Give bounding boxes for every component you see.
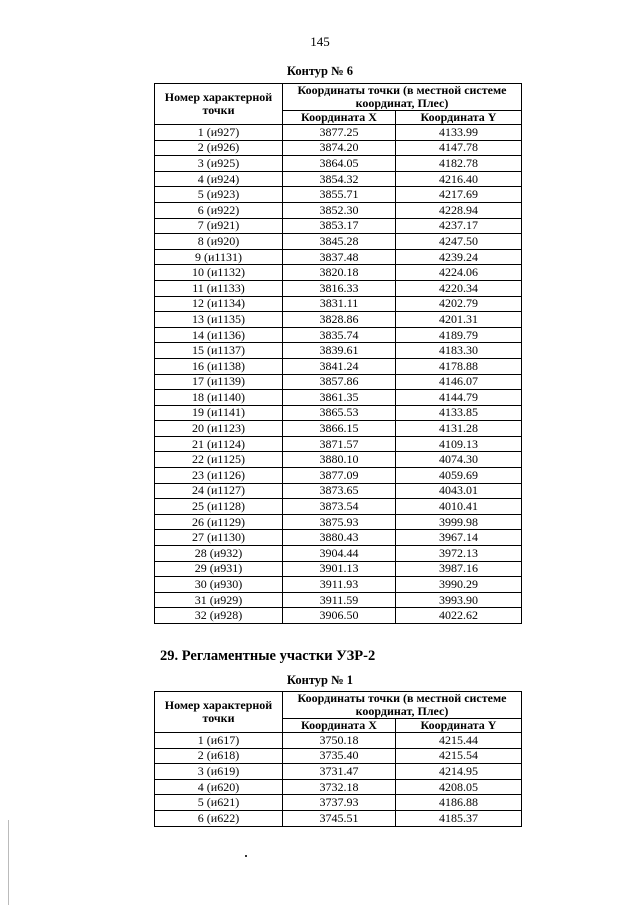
table-row (155, 561, 522, 577)
scan-margin-line (8, 820, 9, 905)
y-coordinate-cell: 4201.31 (396, 312, 522, 328)
point-number-cell: 15 (и1137) (155, 343, 283, 359)
y-coordinate-cell: 3987.16 (396, 561, 522, 577)
y-coordinate-cell: 4214.95 (396, 764, 522, 780)
table-row (155, 125, 522, 141)
y-coordinate-cell: 4022.62 (396, 608, 522, 624)
table-body (155, 733, 522, 827)
x-coordinate-cell: 3820.18 (283, 265, 396, 281)
x-coordinate-cell: 3853.17 (283, 218, 396, 234)
table-row (155, 265, 522, 281)
y-coordinate-cell: 4208.05 (396, 779, 522, 795)
table-row (155, 608, 522, 624)
y-coordinate-cell: 4059.69 (396, 468, 522, 484)
table-row (155, 795, 522, 811)
y-coordinate-cell: 3972.13 (396, 546, 522, 562)
x-coordinate-cell: 3871.57 (283, 436, 396, 452)
x-coordinate-cell: 3861.35 (283, 390, 396, 406)
point-number-cell: 5 (и621) (155, 795, 283, 811)
x-coordinate-cell: 3841.24 (283, 358, 396, 374)
x-coordinate-cell: 3874.20 (283, 140, 396, 156)
x-coordinate-cell: 3731.47 (283, 764, 396, 780)
point-number-cell: 4 (и924) (155, 171, 283, 187)
point-number-cell: 30 (и930) (155, 577, 283, 593)
point-number-cell: 6 (и622) (155, 810, 283, 826)
point-number-cell: 28 (и932) (155, 546, 283, 562)
table-row (155, 234, 522, 250)
point-number-cell: 11 (и1133) (155, 280, 283, 296)
point-number-cell: 3 (и619) (155, 764, 283, 780)
point-number-cell: 32 (и928) (155, 608, 283, 624)
point-number-cell: 19 (и1141) (155, 405, 283, 421)
y-coordinate-cell: 4109.13 (396, 436, 522, 452)
x-coordinate-cell: 3737.93 (283, 795, 396, 811)
y-coordinate-cell: 4217.69 (396, 187, 522, 203)
table-body (155, 125, 522, 624)
y-coordinate-cell: 4131.28 (396, 421, 522, 437)
table-row (155, 374, 522, 390)
y-coordinate-cell: 4247.50 (396, 234, 522, 250)
point-number-header: Номер характерной точки (155, 84, 283, 125)
x-coordinate-cell: 3855.71 (283, 187, 396, 203)
point-number-cell: 13 (и1135) (155, 312, 283, 328)
x-coordinate-header: Координата X (283, 111, 396, 125)
coordinates-table (154, 691, 522, 827)
table-row (155, 779, 522, 795)
table-row (155, 327, 522, 343)
point-number-cell: 2 (и926) (155, 140, 283, 156)
y-coordinate-cell: 4043.01 (396, 483, 522, 499)
x-coordinate-cell: 3901.13 (283, 561, 396, 577)
x-coordinate-cell: 3854.32 (283, 171, 396, 187)
page-number: 145 (310, 34, 330, 49)
x-coordinate-header: Координата X (283, 719, 396, 733)
x-coordinate-cell: 3835.74 (283, 327, 396, 343)
x-coordinate-cell: 3866.15 (283, 421, 396, 437)
y-coordinate-cell: 4074.30 (396, 452, 522, 468)
table-row (155, 312, 522, 328)
table-row (155, 421, 522, 437)
y-coordinate-cell: 4228.94 (396, 202, 522, 218)
x-coordinate-cell: 3873.65 (283, 483, 396, 499)
y-coordinate-cell: 4202.79 (396, 296, 522, 312)
table-row (155, 358, 522, 374)
point-number-cell: 14 (и1136) (155, 327, 283, 343)
table-row (155, 296, 522, 312)
contour-title: Контур № 6 (286, 64, 354, 78)
point-number-cell: 10 (и1132) (155, 265, 283, 281)
table-row (155, 452, 522, 468)
table-row (155, 171, 522, 187)
point-number-cell: 3 (и925) (155, 156, 283, 172)
x-coordinate-cell: 3750.18 (283, 733, 396, 749)
y-coordinate-cell: 4216.40 (396, 171, 522, 187)
point-number-cell: 26 (и1129) (155, 514, 283, 530)
point-number-cell: 8 (и920) (155, 234, 283, 250)
x-coordinate-cell: 3880.10 (283, 452, 396, 468)
y-coordinate-cell: 4220.34 (396, 280, 522, 296)
x-coordinate-cell: 3745.51 (283, 810, 396, 826)
y-coordinate-cell: 4215.44 (396, 733, 522, 749)
table-row (155, 343, 522, 359)
table-row (155, 436, 522, 452)
x-coordinate-cell: 3865.53 (283, 405, 396, 421)
point-number-cell: 12 (и1134) (155, 296, 283, 312)
table-row (155, 202, 522, 218)
y-coordinate-cell: 3993.90 (396, 592, 522, 608)
x-coordinate-cell: 3839.61 (283, 343, 396, 359)
y-coordinate-cell: 4237.17 (396, 218, 522, 234)
y-coordinate-cell: 3967.14 (396, 530, 522, 546)
x-coordinate-cell: 3880.43 (283, 530, 396, 546)
x-coordinate-cell: 3732.18 (283, 779, 396, 795)
x-coordinate-cell: 3873.54 (283, 499, 396, 515)
scan-speck (245, 855, 247, 857)
y-coordinate-cell: 4178.88 (396, 358, 522, 374)
table-row (155, 748, 522, 764)
table-row (155, 764, 522, 780)
y-coordinate-cell: 4146.07 (396, 374, 522, 390)
y-coordinate-header: Координата Y (396, 111, 522, 125)
table-row (155, 810, 522, 826)
point-number-cell: 16 (и1138) (155, 358, 283, 374)
x-coordinate-cell: 3877.09 (283, 468, 396, 484)
point-number-cell: 9 (и1131) (155, 249, 283, 265)
y-coordinate-cell: 4183.30 (396, 343, 522, 359)
x-coordinate-cell: 3816.33 (283, 280, 396, 296)
table-row (155, 546, 522, 562)
table-row (155, 280, 522, 296)
x-coordinate-cell: 3904.44 (283, 546, 396, 562)
table-row (155, 514, 522, 530)
x-coordinate-cell: 3845.28 (283, 234, 396, 250)
table-row (155, 499, 522, 515)
point-number-cell: 27 (и1130) (155, 530, 283, 546)
point-number-cell: 31 (и929) (155, 592, 283, 608)
y-coordinate-cell: 4189.79 (396, 327, 522, 343)
contour-title: Контур № 1 (286, 673, 354, 687)
y-coordinate-cell: 4182.78 (396, 156, 522, 172)
point-number-cell: 4 (и620) (155, 779, 283, 795)
point-number-cell: 17 (и1139) (155, 374, 283, 390)
x-coordinate-cell: 3831.11 (283, 296, 396, 312)
x-coordinate-cell: 3875.93 (283, 514, 396, 530)
y-coordinate-header: Координата Y (396, 719, 522, 733)
table-row (155, 140, 522, 156)
y-coordinate-cell: 4224.06 (396, 265, 522, 281)
coordinates-group-header: Координаты точки (в местной системе координат, Плес) (283, 692, 522, 719)
table-row (155, 577, 522, 593)
table-row (155, 249, 522, 265)
point-number-cell: 20 (и1123) (155, 421, 283, 437)
section-heading: 29. Регламентные участки УЗР-2 (160, 648, 376, 664)
point-number-cell: 1 (и617) (155, 733, 283, 749)
y-coordinate-cell: 4133.85 (396, 405, 522, 421)
x-coordinate-cell: 3911.93 (283, 577, 396, 593)
table-row (155, 733, 522, 749)
point-number-cell: 25 (и1128) (155, 499, 283, 515)
y-coordinate-cell: 3999.98 (396, 514, 522, 530)
table-row (155, 530, 522, 546)
point-number-cell: 18 (и1140) (155, 390, 283, 406)
x-coordinate-cell: 3857.86 (283, 374, 396, 390)
table-row (155, 390, 522, 406)
table-row (155, 468, 522, 484)
table-row (155, 405, 522, 421)
x-coordinate-cell: 3864.05 (283, 156, 396, 172)
table-row (155, 483, 522, 499)
table-row (155, 218, 522, 234)
point-number-cell: 23 (и1126) (155, 468, 283, 484)
point-number-cell: 21 (и1124) (155, 436, 283, 452)
y-coordinate-cell: 4215.54 (396, 748, 522, 764)
table-row (155, 187, 522, 203)
y-coordinate-cell: 4185.37 (396, 810, 522, 826)
x-coordinate-cell: 3837.48 (283, 249, 396, 265)
point-number-cell: 1 (и927) (155, 125, 283, 141)
point-number-cell: 7 (и921) (155, 218, 283, 234)
point-number-cell: 5 (и923) (155, 187, 283, 203)
x-coordinate-cell: 3877.25 (283, 125, 396, 141)
y-coordinate-cell: 4144.79 (396, 390, 522, 406)
x-coordinate-cell: 3735.40 (283, 748, 396, 764)
x-coordinate-cell: 3852.30 (283, 202, 396, 218)
point-number-cell: 24 (и1127) (155, 483, 283, 499)
x-coordinate-cell: 3828.86 (283, 312, 396, 328)
y-coordinate-cell: 4239.24 (396, 249, 522, 265)
coordinates-table (154, 83, 522, 624)
table-row (155, 156, 522, 172)
y-coordinate-cell: 4133.99 (396, 125, 522, 141)
y-coordinate-cell: 4147.78 (396, 140, 522, 156)
point-number-header: Номер характерной точки (155, 692, 283, 733)
y-coordinate-cell: 4010.41 (396, 499, 522, 515)
y-coordinate-cell: 4186.88 (396, 795, 522, 811)
x-coordinate-cell: 3911.59 (283, 592, 396, 608)
x-coordinate-cell: 3906.50 (283, 608, 396, 624)
coordinates-group-header: Координаты точки (в местной системе координат, Плес) (283, 84, 522, 111)
point-number-cell: 29 (и931) (155, 561, 283, 577)
point-number-cell: 2 (и618) (155, 748, 283, 764)
table-row (155, 592, 522, 608)
y-coordinate-cell: 3990.29 (396, 577, 522, 593)
point-number-cell: 22 (и1125) (155, 452, 283, 468)
point-number-cell: 6 (и922) (155, 202, 283, 218)
